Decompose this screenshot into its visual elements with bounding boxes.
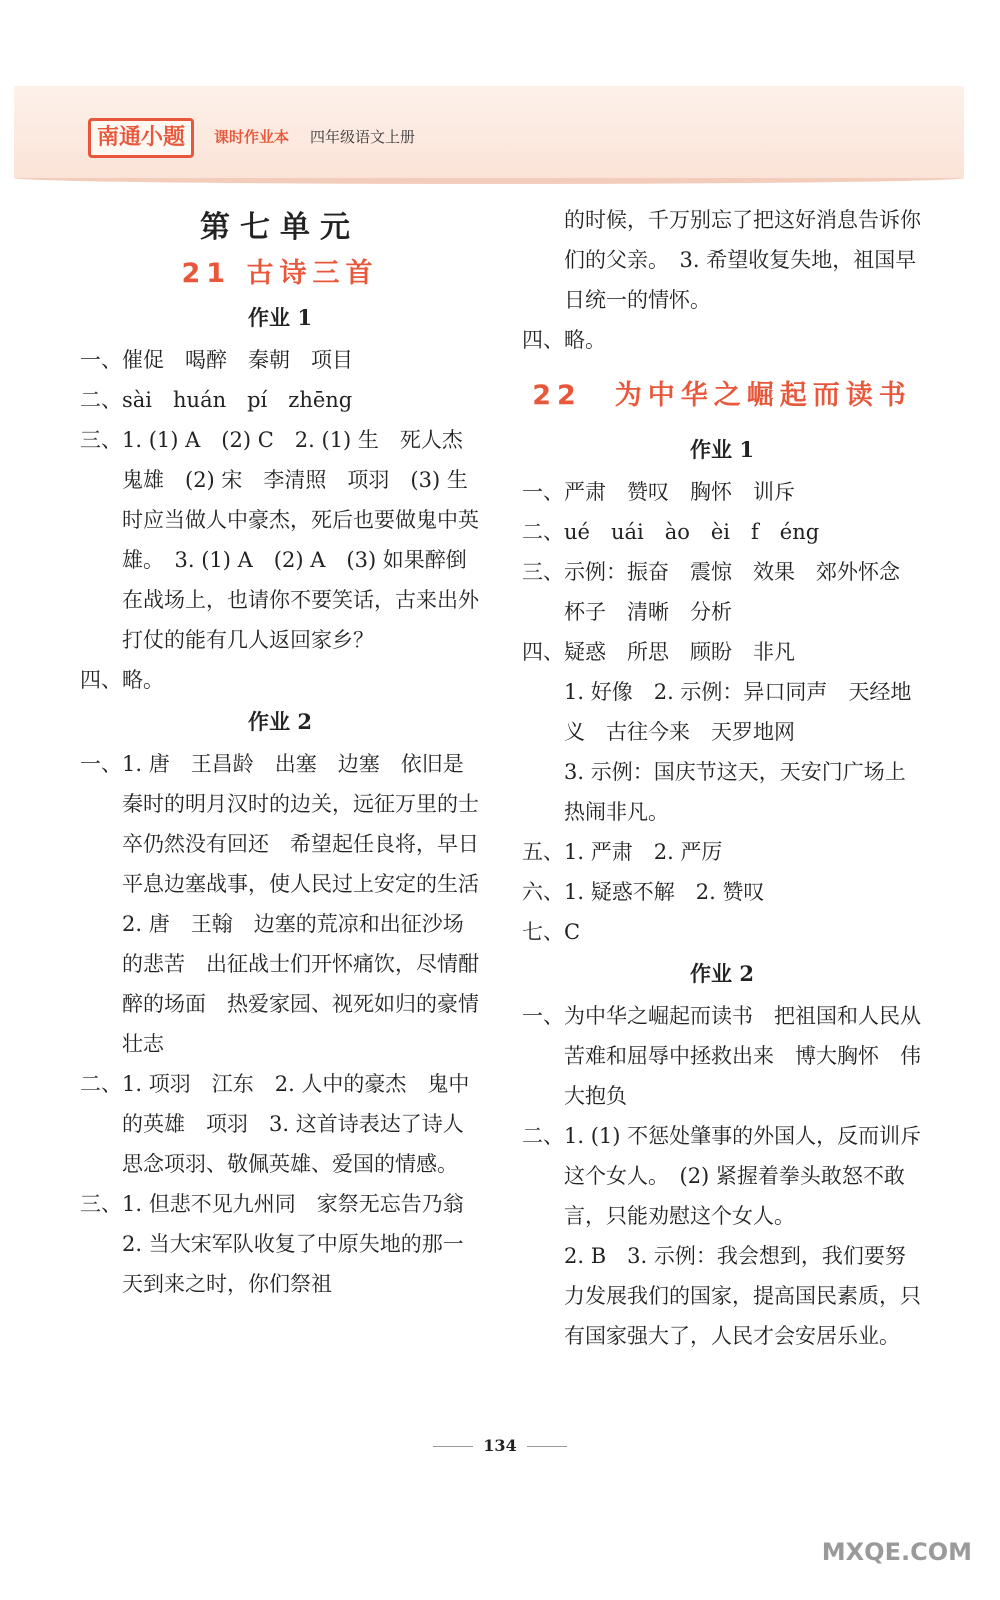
homework-1-heading: 作业 1 bbox=[248, 305, 312, 330]
answer-item: 四、略。 bbox=[80, 668, 164, 692]
homework-1-heading: 作业 1 bbox=[690, 437, 754, 462]
series-logo: 南通小题 bbox=[88, 118, 194, 158]
answer-item: 三、1. (1) A (2) C 2. (1) 生 死人杰 鬼雄 (2) 宋 李清照 项羽 (3) 生时应当做人中豪杰，死后也要做鬼中英雄。 3. (1) A (2) A (3) 如果醉倒在战场上，也请你不要笑话，古来出外打仗的能有几人返回家乡？ bbox=[80, 428, 484, 652]
unit-title: 第七单元 bbox=[200, 210, 360, 245]
answer-item: 四、疑惑 所思 顾盼 非凡 bbox=[522, 640, 795, 664]
answer-item: 一、催促 喝醉 秦朝 项目 bbox=[80, 348, 353, 372]
answer-item: 一、严肃 赞叹 胸怀 训斥 bbox=[522, 480, 795, 504]
answer-item: 二、ué uái ào èi f éng bbox=[522, 520, 820, 544]
lesson-21-title: 21 古诗三首 bbox=[181, 258, 379, 289]
homework-2-heading: 作业 2 bbox=[690, 961, 754, 986]
answer-item: 二、1. (1) 不惩处肇事的外国人，反而训斥这个女人。 (2) 紧握着拳头敢怒不敢言，只能劝慰这个女人。 bbox=[522, 1124, 922, 1228]
answer-subitem: 1. 好像 2. 示例：异口同声 天经地义 古往今来 天罗地网 bbox=[564, 680, 912, 744]
answer-item: 三、示例：振奋 震惊 效果 郊外怀念 杯子 清晰 分析 bbox=[522, 560, 921, 624]
answer-subitem: 2. B 3. 示例：我会想到，我们要努力发展我们的国家，提高国民素质，只有国家强大了，人民才会安居乐业。 bbox=[564, 1244, 921, 1348]
answer-item: 六、1. 疑惑不解 2. 赞叹 bbox=[522, 880, 765, 904]
answer-item: 二、sài huán pí zhēng bbox=[80, 388, 353, 412]
lesson-22-title: 22 为中华之崛起而读书 bbox=[532, 380, 912, 411]
right-column bbox=[522, 200, 922, 1356]
answer-item: 一、为中华之崛起而读书 把祖国和人民从苦难和屈辱中拯救出来 博大胸怀 伟大抱负 bbox=[522, 1004, 921, 1108]
watermark: MXQE.COM bbox=[821, 1538, 972, 1566]
homework-2-heading: 作业 2 bbox=[248, 709, 312, 734]
left-column bbox=[80, 200, 500, 1304]
answer-subitem: 3. 示例：国庆节这天，天安门广场上热闹非凡。 bbox=[564, 760, 906, 824]
answer-item: 二、1. 项羽 江东 2. 人中的豪杰 鬼中的英雄 项羽 3. 这首诗表达了诗人思念项羽、敬佩英雄、爱国的情感。 bbox=[80, 1072, 470, 1176]
book-title: 四年级语文上册 bbox=[310, 128, 416, 146]
answer-item: 一、1. 唐 王昌龄 出塞 边塞 依旧是秦时的明月汉时的边关，远征万里的士卒仍然没有回还 希望起任良将，早日平息边塞战事，使人民过上安定的生活 2. 唐 王翰 边塞的荒凉和出征沙场的悲苦 出征战士们开怀痛饮，尽情酣醉的场面 热爱家园、视死如归的豪情壮志 bbox=[80, 752, 500, 1056]
answer-item: 五、1. 严肃 2. 严厉 bbox=[522, 840, 723, 864]
series-name: 课时作业本 bbox=[214, 128, 290, 146]
answer-item: 四、略。 bbox=[522, 328, 606, 352]
continued-answer: 的时候，千万别忘了把这好消息告诉你们的父亲。 3. 希望收复失地，祖国早日统一的情怀。 bbox=[564, 208, 921, 312]
page-number: 134 bbox=[0, 1436, 1000, 1455]
answer-item: 七、C bbox=[522, 920, 581, 944]
answer-item: 三、1. 但悲不见九州同 家祭无忘告乃翁 2. 当大宋军队收复了中原失地的那一天到来之时，你们祭祖 bbox=[80, 1192, 485, 1296]
